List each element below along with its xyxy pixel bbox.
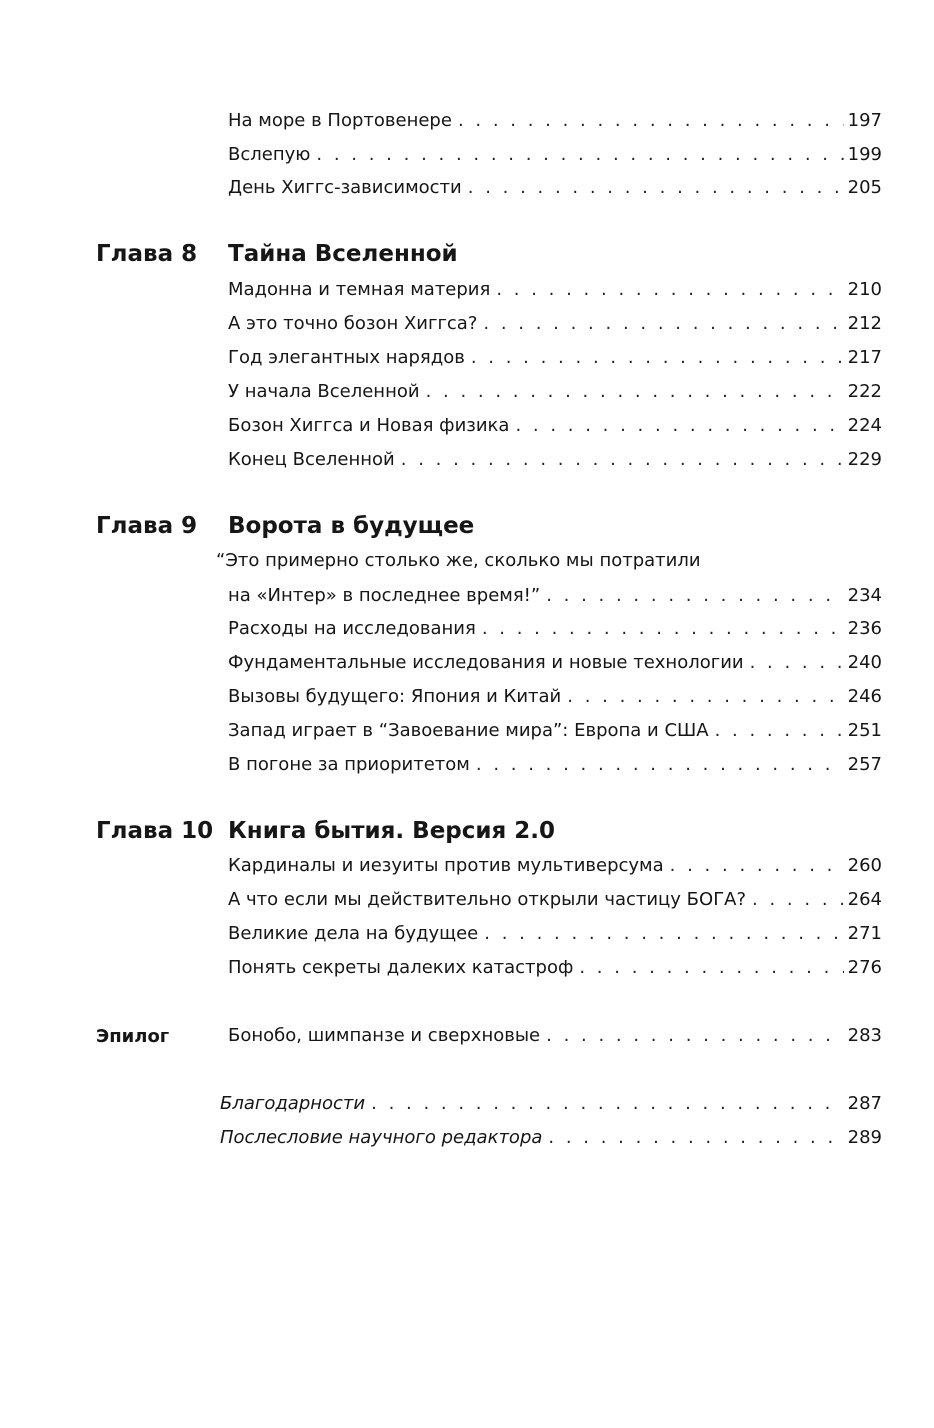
toc-entry-title: День Хиггс-зависимости: [228, 177, 462, 198]
toc-entry: [228, 955, 882, 981]
toc-entry-title: Великие дела на будущее: [228, 923, 479, 944]
leader-dots: [670, 853, 844, 879]
toc-entry-title: Бозон Хиггса и Новая физика: [228, 415, 510, 436]
toc-entry: [228, 379, 882, 405]
toc-entry-page: 210: [847, 279, 882, 300]
epilogue-label: Эпилог: [96, 1026, 170, 1047]
toc-entry-title: Кардиналы и иезуиты против мультиверсума: [228, 855, 664, 876]
chapter-label: Глава 8: [96, 241, 198, 267]
leader-dots: [316, 142, 843, 168]
toc-entry-title: Вызовы будущего: Япония и Китай: [228, 686, 562, 707]
toc-entry-title: А что если мы действительно открыли частицу БОГА?: [228, 889, 747, 910]
toc-entry: [228, 142, 882, 168]
leader-dots: [496, 277, 843, 303]
toc-entry-title: Бонобо, шимпанзе и сверхновые: [228, 1025, 541, 1046]
toc-entry-title: В погоне за приоритетом: [228, 754, 470, 775]
toc-entry-page: 257: [847, 754, 882, 775]
toc-entry-page: 283: [847, 1025, 882, 1046]
toc-entry-page: 199: [847, 144, 882, 165]
toc-entry-page: 276: [847, 957, 882, 978]
toc-entry: [228, 752, 882, 778]
toc-entry: [228, 718, 882, 744]
leader-dots: [750, 650, 844, 676]
toc-entry: [228, 684, 882, 710]
toc-entry-title: Фундаментальные исследования и новые технологии: [228, 652, 744, 673]
toc-entry: [228, 583, 882, 609]
toc-entry-page: 289: [847, 1127, 882, 1148]
toc-entry: [228, 853, 882, 879]
toc-entry: [228, 887, 882, 913]
toc-entry: [228, 1023, 882, 1049]
toc-entry: [228, 108, 882, 134]
toc-entry-title: Благодарности: [220, 1093, 366, 1114]
toc-entry-title: Запад играет в “Завоевание мира”: Европа и США: [228, 720, 709, 741]
leader-dots: [484, 921, 843, 947]
leader-dots: [483, 311, 843, 337]
leader-dots: [468, 175, 844, 201]
leader-dots: [567, 684, 843, 710]
leader-dots: [546, 1023, 844, 1049]
chapter-title: Ворота в будущее: [228, 513, 475, 539]
leader-dots: [482, 616, 844, 642]
toc-entry: [220, 1125, 882, 1151]
toc-entry-title: На море в Портовенере: [228, 110, 452, 131]
leader-dots: [371, 1091, 844, 1117]
toc-entry-title-line: “Это примерно столько же, сколько мы потратили: [216, 550, 701, 571]
toc-entry: [228, 175, 882, 201]
toc-entry: [228, 650, 882, 676]
toc-entry-page: 217: [847, 347, 882, 368]
toc-entry-title: на «Интер» в последнее время!”: [228, 585, 541, 606]
leader-dots: [752, 887, 844, 913]
toc-entry: [228, 447, 882, 473]
leader-dots: [401, 447, 844, 473]
toc-entry-title: Год элегантных нарядов: [228, 347, 465, 368]
toc-entry-title: Вслепую: [228, 144, 311, 165]
toc-entry: [228, 277, 882, 303]
toc-entry: [220, 1091, 882, 1117]
toc-entry-page: 212: [847, 313, 882, 334]
leader-dots: [426, 379, 844, 405]
leader-dots: [579, 955, 843, 981]
leader-dots: [515, 413, 843, 439]
chapter-title: Книга бытия. Версия 2.0: [228, 818, 556, 844]
toc-entry-page: 260: [847, 855, 882, 876]
toc-entry-title: Понять секреты далеких катастроф: [228, 957, 574, 978]
toc-entry: [228, 616, 882, 642]
toc-entry-page: 264: [847, 889, 882, 910]
toc-entry-title: А это точно бозон Хиггса?: [228, 313, 478, 334]
leader-dots: [471, 345, 844, 371]
leader-dots: [548, 1125, 843, 1151]
toc-entry: [228, 413, 882, 439]
leader-dots: [476, 752, 844, 778]
toc-entry-page: 287: [847, 1093, 882, 1114]
toc-entry-page: 205: [847, 177, 882, 198]
leader-dots: [458, 108, 844, 134]
toc-entry-title: Конец Вселенной: [228, 449, 395, 470]
leader-dots: [546, 583, 843, 609]
toc-entry-page: 236: [847, 618, 882, 639]
toc-entry-title: Послесловие научного редактора: [220, 1127, 543, 1148]
toc-entry-page: 246: [847, 686, 882, 707]
toc-entry-page: 251: [847, 720, 882, 741]
toc-entry-page: 197: [847, 110, 882, 131]
toc-entry-title: Мадонна и темная материя: [228, 279, 491, 300]
toc-entry-title: У начала Вселенной: [228, 381, 420, 402]
toc-entry-page: 271: [847, 923, 882, 944]
leader-dots: [715, 718, 844, 744]
toc-entry-page: 240: [847, 652, 882, 673]
toc-entry-page: 234: [847, 585, 882, 606]
toc-entry: [228, 345, 882, 371]
toc-entry-title: Расходы на исследования: [228, 618, 476, 639]
toc-entry-page: 222: [847, 381, 882, 402]
toc-entry: [228, 311, 882, 337]
chapter-label: Глава 9: [96, 513, 198, 539]
toc-entry-page: 229: [847, 449, 882, 470]
toc-entry-page: 224: [847, 415, 882, 436]
chapter-label: Глава 10: [96, 818, 214, 844]
chapter-title: Тайна Вселенной: [228, 241, 458, 267]
toc-entry: [228, 921, 882, 947]
